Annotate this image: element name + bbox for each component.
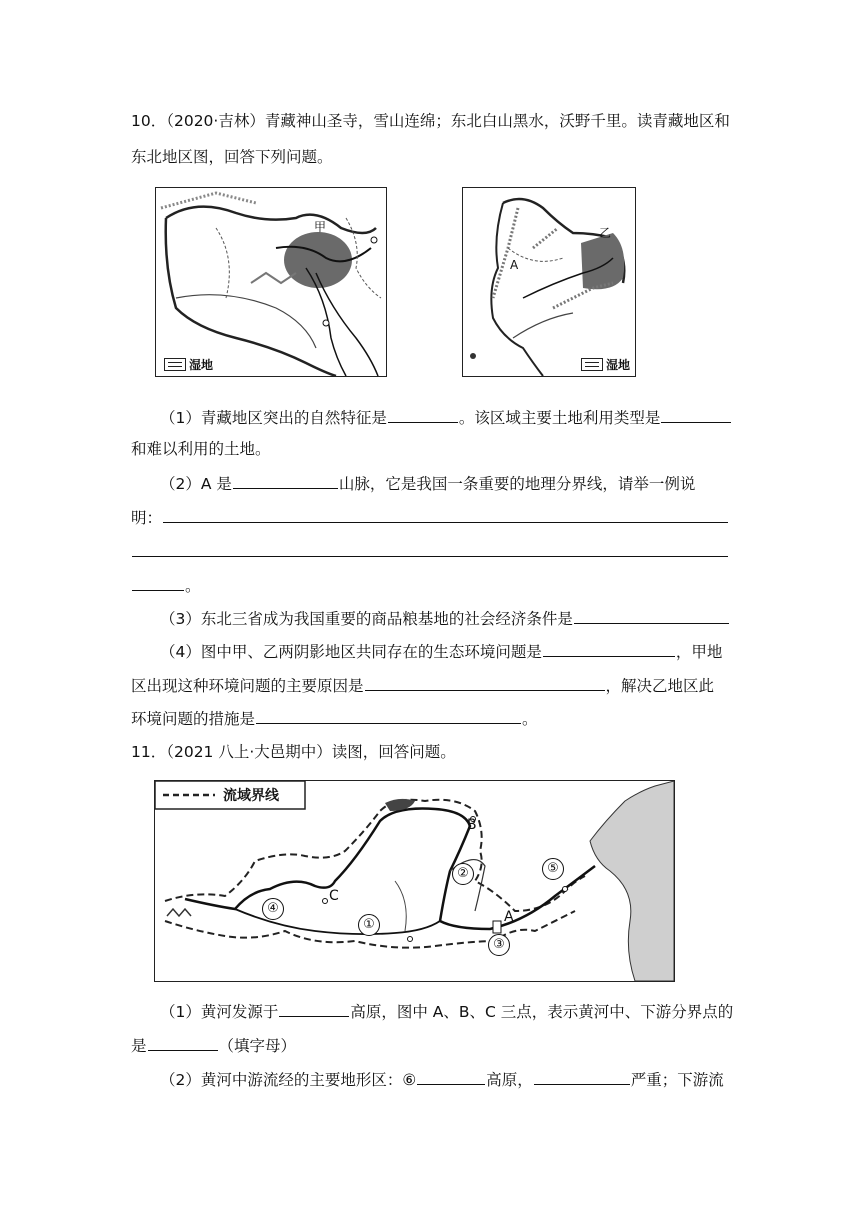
q11-sub1-text-c: 是 bbox=[131, 1037, 147, 1055]
q11-sub2-text-a: （2）黄河中游流经的主要地形区：⑥ bbox=[160, 1071, 417, 1089]
q10-sub2-text-b: 山脉，它是我国一条重要的地理分界线，请举一例说 bbox=[338, 475, 696, 493]
q10-sub3-text: （3）东北三省成为我国重要的商品粮基地的社会经济条件是 bbox=[160, 610, 573, 628]
answer-blank[interactable] bbox=[132, 540, 728, 557]
map-label-b: B bbox=[467, 817, 477, 833]
answer-blank[interactable] bbox=[148, 1034, 218, 1051]
q10-sub1-text-a: （1）青藏地区突出的自然特征是 bbox=[160, 409, 387, 427]
q10-sub4-text-e: 环境问题的措施是 bbox=[131, 710, 256, 728]
answer-blank[interactable] bbox=[543, 640, 675, 657]
circled-label-1: ① bbox=[358, 914, 380, 936]
answer-blank[interactable] bbox=[132, 574, 184, 591]
q11-sub2-text-b: 高原， bbox=[486, 1071, 533, 1089]
yellow-river-map bbox=[154, 780, 675, 982]
map-label-yi: 乙 bbox=[599, 226, 612, 240]
q10-sub4-text-c: 区出现这种环境问题的主要原因是 bbox=[131, 677, 364, 695]
answer-blank[interactable] bbox=[256, 707, 521, 724]
wetland-icon bbox=[581, 358, 603, 371]
q10-sub2-text-a: （2）A 是 bbox=[160, 475, 232, 493]
q10-sub1-line2: 和难以利用的土地。 bbox=[131, 440, 271, 458]
qinghai-tibet-map-drawing bbox=[156, 188, 386, 376]
answer-blank[interactable] bbox=[417, 1068, 485, 1085]
q11-sub1-text-b: 高原，图中 A、B、C 三点，表示黄河中、下游分界点的 bbox=[350, 1003, 734, 1021]
q10-stem-line1: 10．（2020·吉林）青藏神山圣寺，雪山连绵；东北白山黑水，沃野千里。读青藏地区和 bbox=[131, 112, 730, 130]
q11-sub1-text-d: （填字母） bbox=[218, 1037, 297, 1055]
answer-blank[interactable] bbox=[534, 1068, 630, 1085]
map-label-c: C bbox=[329, 888, 339, 904]
q10-sub4-line1 bbox=[160, 640, 722, 663]
q10-sub2-line2 bbox=[131, 506, 729, 529]
q10-sub4-text-b: ，甲地 bbox=[675, 643, 723, 661]
q10-sub2-line4 bbox=[131, 574, 201, 597]
q11-sub2-line1 bbox=[160, 1068, 724, 1091]
answer-blank[interactable] bbox=[661, 406, 731, 423]
q10-sub1-line1 bbox=[160, 406, 732, 429]
basin-boundary-legend: 流域界线 bbox=[223, 788, 279, 804]
q10-sub4-line3 bbox=[131, 707, 538, 730]
q11-sub1-text-a: （1）黄河发源于 bbox=[160, 1003, 279, 1021]
q10-sub2-text-c: 明： bbox=[131, 509, 163, 527]
q10-sub2-end: 。 bbox=[185, 577, 201, 595]
circled-label-2: ② bbox=[452, 863, 474, 885]
q10-sub1-text-b: 。该区域主要土地利用类型是 bbox=[458, 409, 661, 427]
q10-stem-line2: 东北地区图，回答下列问题。 bbox=[131, 148, 333, 166]
circled-label-3: ③ bbox=[488, 934, 510, 956]
qinghai-tibet-map bbox=[155, 187, 387, 377]
northeast-map-drawing bbox=[463, 188, 635, 376]
legend-text: 湿地 bbox=[606, 358, 631, 372]
q10-sub2-line3 bbox=[131, 540, 729, 563]
q10-sub4-text-d: ，解决乙地区此 bbox=[605, 677, 715, 695]
q10-sub2-line1 bbox=[160, 472, 695, 495]
wetland-legend-left bbox=[164, 356, 213, 373]
yellow-river-map-drawing bbox=[155, 781, 674, 981]
map-label-jia: 甲 bbox=[314, 220, 327, 234]
circled-label-4: ④ bbox=[262, 898, 284, 920]
northeast-map bbox=[462, 187, 636, 377]
q10-sub4-end: 。 bbox=[522, 710, 538, 728]
q11-stem: 11．（2021 八上·大邑期中）读图，回答问题。 bbox=[131, 743, 456, 761]
q11-sub1-line1 bbox=[160, 1000, 733, 1023]
answer-blank[interactable] bbox=[388, 406, 458, 423]
legend-text: 湿地 bbox=[189, 358, 214, 372]
q11-sub2-text-c: 严重；下游流 bbox=[630, 1071, 724, 1089]
circled-label-5: ⑤ bbox=[542, 858, 564, 880]
answer-blank[interactable] bbox=[574, 607, 729, 624]
q10-sub4-line2 bbox=[131, 674, 714, 697]
answer-blank[interactable] bbox=[233, 472, 338, 489]
q10-sub3 bbox=[160, 607, 730, 630]
wetland-legend-right bbox=[581, 356, 630, 373]
answer-blank[interactable] bbox=[163, 506, 728, 523]
answer-blank[interactable] bbox=[365, 674, 605, 691]
wetland-icon bbox=[164, 358, 186, 371]
map-label-a: A bbox=[510, 258, 519, 272]
q11-sub1-line2 bbox=[131, 1034, 296, 1057]
map-label-a: A bbox=[504, 909, 514, 925]
answer-blank[interactable] bbox=[279, 1000, 349, 1017]
q10-sub4-text-a: （4）图中甲、乙两阴影地区共同存在的生态环境问题是 bbox=[160, 643, 542, 661]
